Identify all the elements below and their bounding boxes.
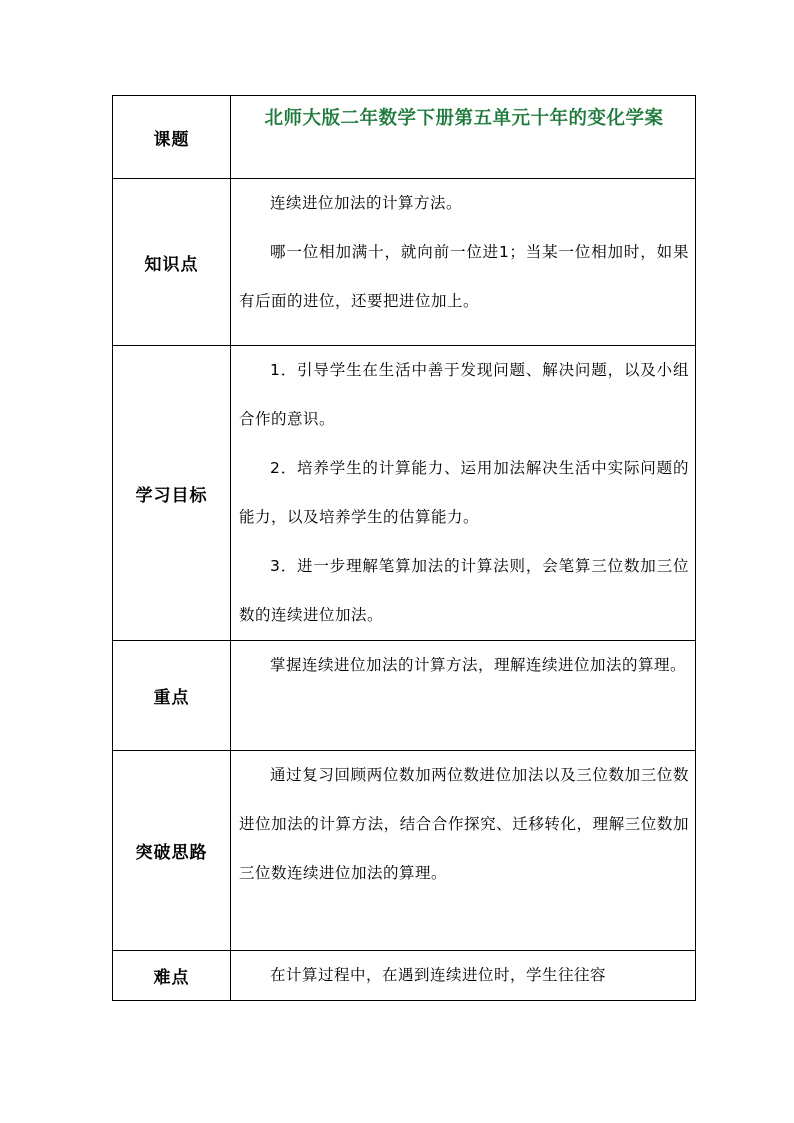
label-key-point: 重点 <box>113 641 231 751</box>
content-knowledge <box>231 179 696 346</box>
table-row-topic <box>113 96 696 179</box>
content-key-point <box>231 641 696 751</box>
knowledge-paragraph-2: 哪一位相加满十，就向前一位进1；当某一位相加时，如果有后面的进位，还要把进位加上。 <box>239 243 689 310</box>
content-approach <box>231 751 696 951</box>
table-row-key-point <box>113 641 696 751</box>
difficulty-paragraph: 在计算过程中，在遇到连续进位时，学生往往容 <box>270 966 607 984</box>
goal-paragraph-3: 3．进一步理解笔算加法的计算法则，会笔算三位数加三位数的连续进位加法。 <box>239 557 689 624</box>
label-approach: 突破思路 <box>113 751 231 951</box>
table-row-approach <box>113 751 696 951</box>
table-row-goals <box>113 346 696 641</box>
approach-paragraph: 通过复习回顾两位数加两位数进位加法以及三位数加三位数进位加法的计算方法，结合合作探究、迁移转化，理解三位数加三位数连续进位加法的算理。 <box>239 766 689 882</box>
label-goals: 学习目标 <box>113 346 231 641</box>
table-row-knowledge <box>113 179 696 346</box>
goal-paragraph-1: 1．引导学生在生活中善于发现问题、解决问题，以及小组合作的意识。 <box>239 361 689 428</box>
table-row-difficulty <box>113 951 696 1001</box>
label-topic: 课题 <box>113 96 231 179</box>
knowledge-paragraph-1: 连续进位加法的计算方法。 <box>270 194 463 212</box>
label-difficulty: 难点 <box>113 951 231 1001</box>
lesson-plan-table <box>112 95 696 1001</box>
document-title: 北师大版二年数学下册第五单元十年的变化学案 <box>264 108 664 129</box>
content-goals <box>231 346 696 641</box>
content-difficulty <box>231 951 696 1001</box>
key-point-paragraph: 掌握连续进位加法的计算方法，理解连续进位加法的算理。 <box>270 656 687 674</box>
content-topic <box>231 96 696 179</box>
goal-paragraph-2: 2．培养学生的计算能力、运用加法解决生活中实际问题的能力，以及培养学生的估算能力。 <box>239 459 689 526</box>
label-knowledge: 知识点 <box>113 179 231 346</box>
